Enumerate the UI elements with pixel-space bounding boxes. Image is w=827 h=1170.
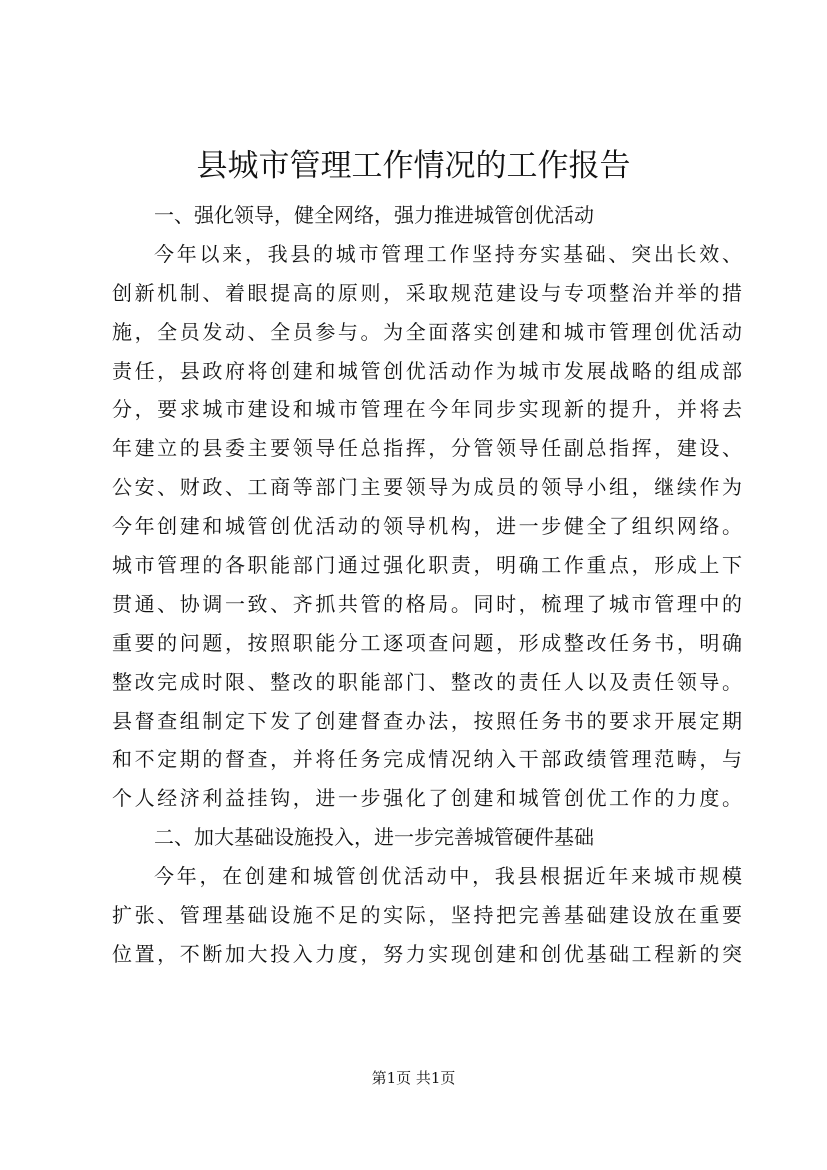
text-line: 重要的问题，按照职能分工逐项查问题，形成整改任务书，明确	[112, 630, 742, 655]
text-line: 公安、财政、工商等部门主要领导为成员的领导小组，继续作为	[112, 475, 742, 500]
document-title: 县城市管理工作情况的工作报告	[196, 148, 631, 184]
text-line: 今年，在创建和城管创优活动中，我县根据近年来城市规模	[154, 864, 742, 889]
page-footer: 第1页 共1页	[371, 1069, 456, 1087]
text-line: 今年以来，我县的城市管理工作坚持夯实基础、突出长效、	[154, 241, 742, 266]
text-line: 责任，县政府将创建和城管创优活动作为城市发展战略的组成部	[112, 358, 742, 383]
text-line: 扩张、管理基础设施不足的实际，坚持把完善基础建设放在重要	[112, 903, 742, 928]
text-line: 年建立的县委主要领导任总指挥，分管领导任副总指挥，建设、	[112, 436, 742, 461]
text-line: 城市管理的各职能部门通过强化职责，明确工作重点，形成上下	[112, 553, 742, 578]
document-body	[112, 196, 742, 974]
text-line: 二、加大基础设施投入，进一步完善城管硬件基础	[154, 825, 594, 850]
text-line: 施，全员发动、全员参与。为全面落实创建和城市管理创优活动	[112, 319, 742, 344]
text-line: 县督查组制定下发了创建督查办法，按照任务书的要求开展定期	[112, 708, 742, 733]
text-line: 贯通、协调一致、齐抓共管的格局。同时，梳理了城市管理中的	[112, 591, 742, 616]
text-line: 位置，不断加大投入力度，努力实现创建和创优基础工程新的突	[112, 941, 742, 966]
text-line: 分，要求城市建设和城市管理在今年同步实现新的提升，并将去	[112, 397, 742, 422]
text-line: 创新机制、着眼提高的原则，采取规范建设与专项整治并举的措	[112, 280, 742, 305]
text-line: 今年创建和城管创优活动的领导机构，进一步健全了组织网络。	[112, 514, 742, 539]
text-line: 个人经济利益挂钩，进一步强化了创建和城管创优工作的力度。	[112, 786, 742, 811]
text-line: 一、强化领导，健全网络，强力推进城管创优活动	[154, 203, 594, 227]
text-line: 和不定期的督查，并将任务完成情况纳入干部政绩管理范畴，与	[112, 747, 742, 772]
text-line: 整改完成时限、整改的职能部门、整改的责任人以及责任领导。	[112, 669, 742, 694]
